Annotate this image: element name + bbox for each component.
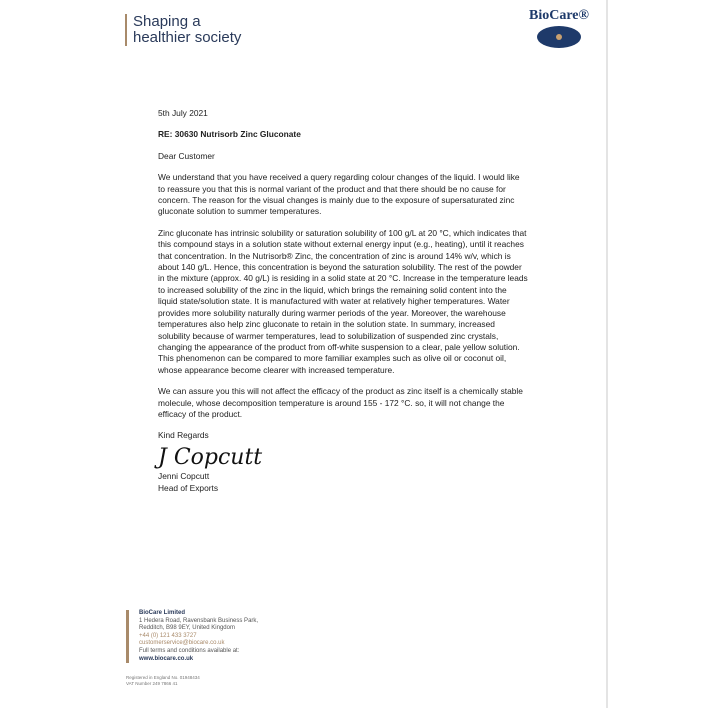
tagline-line: healthier society bbox=[133, 29, 242, 46]
footer-terms: Full terms and conditions available at: bbox=[139, 647, 240, 654]
registration-number: Registered in England No. 01948434 bbox=[126, 675, 200, 680]
signer-name: Jenni Copcutt bbox=[158, 471, 210, 482]
footer-company: BioCare Limited bbox=[139, 610, 186, 616]
logo-emblem-icon bbox=[537, 26, 581, 48]
vat-number: VAT Number 249 7866 41 bbox=[126, 681, 178, 686]
paragraph: We understand that you have received a query regarding colour changes of the liquid. I would like to reassure you that this is normal variant of the product and that there should be no cause for concern. The reason for the visual changes is mainly due to the exposure of supersaturated zinc gluconate solution to summer temperatures. bbox=[158, 172, 520, 217]
footer bbox=[126, 610, 258, 663]
logo-text: BioCare® bbox=[529, 8, 589, 23]
letter-date: 5th July 2021 bbox=[158, 108, 208, 118]
registration bbox=[126, 675, 200, 687]
letter-subject: RE: 30630 Nutrisorb Zinc Gluconate bbox=[158, 129, 301, 140]
closing: Kind Regards bbox=[158, 430, 209, 441]
letter-body bbox=[158, 108, 528, 494]
signer-title: Head of Exports bbox=[158, 482, 219, 493]
footer-email[interactable]: customerservice@biocare.co.uk bbox=[139, 640, 225, 647]
paragraph: We can assure you this will not affect the efficacy of the product as zinc itself is a chemically stable molecule, whose decomposition temperature is around 155 - 172 °C. so, it will not change the efficacy of the product. bbox=[158, 386, 523, 419]
signature: J Copcutt bbox=[158, 444, 263, 470]
footer-address: 1 Hedera Road, Ravensbank Business Park, bbox=[139, 617, 259, 624]
footer-address: Redditch, B98 9EY, United Kingdom bbox=[139, 625, 235, 632]
tagline-line: Shaping a bbox=[133, 13, 201, 30]
paragraph: Zinc gluconate has intrinsic solubility or saturation solubility of 100 g/L at 20 °C, which indicates that this compound stays in a solution state without external energy input (e.g., heating), until it reaches that concentration. In the Nutrisorb® Zinc, the concentration of zinc is around 14% w/v, which is about 140 g/L. Hence, this concentration is beyond the saturation solubility. The rest of the powder in the mixture (approx. 40 g/L) is residing in a solid state at 20 °C. Increase in the temperature leads to increased solubility of the zinc in the liquid, which brings the remaining solid content into the liquid state/solution state. It is manufactured with water at relatively higher temperatures. Water provides more solubility naturally during warmer periods of the year. Moreover, the warehouse temperatures also help zinc gluconate to retain in the solution state. In summary, increased solubility because of warmer temperatures, lead to solubilization of suspended zinc crystals, changing the appearance of the product from off-white suspension to a clear, pale yellow solution. This phenomenon can be compared to more familiar examples such as olive oil or coconut oil, whose appearance become clearer with increased temperature. bbox=[158, 227, 528, 375]
tagline bbox=[125, 14, 241, 46]
page-edge bbox=[606, 0, 608, 708]
biocare-logo bbox=[528, 8, 590, 48]
salutation: Dear Customer bbox=[158, 150, 215, 161]
footer-website[interactable]: www.biocare.co.uk bbox=[139, 655, 194, 662]
footer-phone: +44 (0) 121 433 3727 bbox=[139, 632, 197, 639]
